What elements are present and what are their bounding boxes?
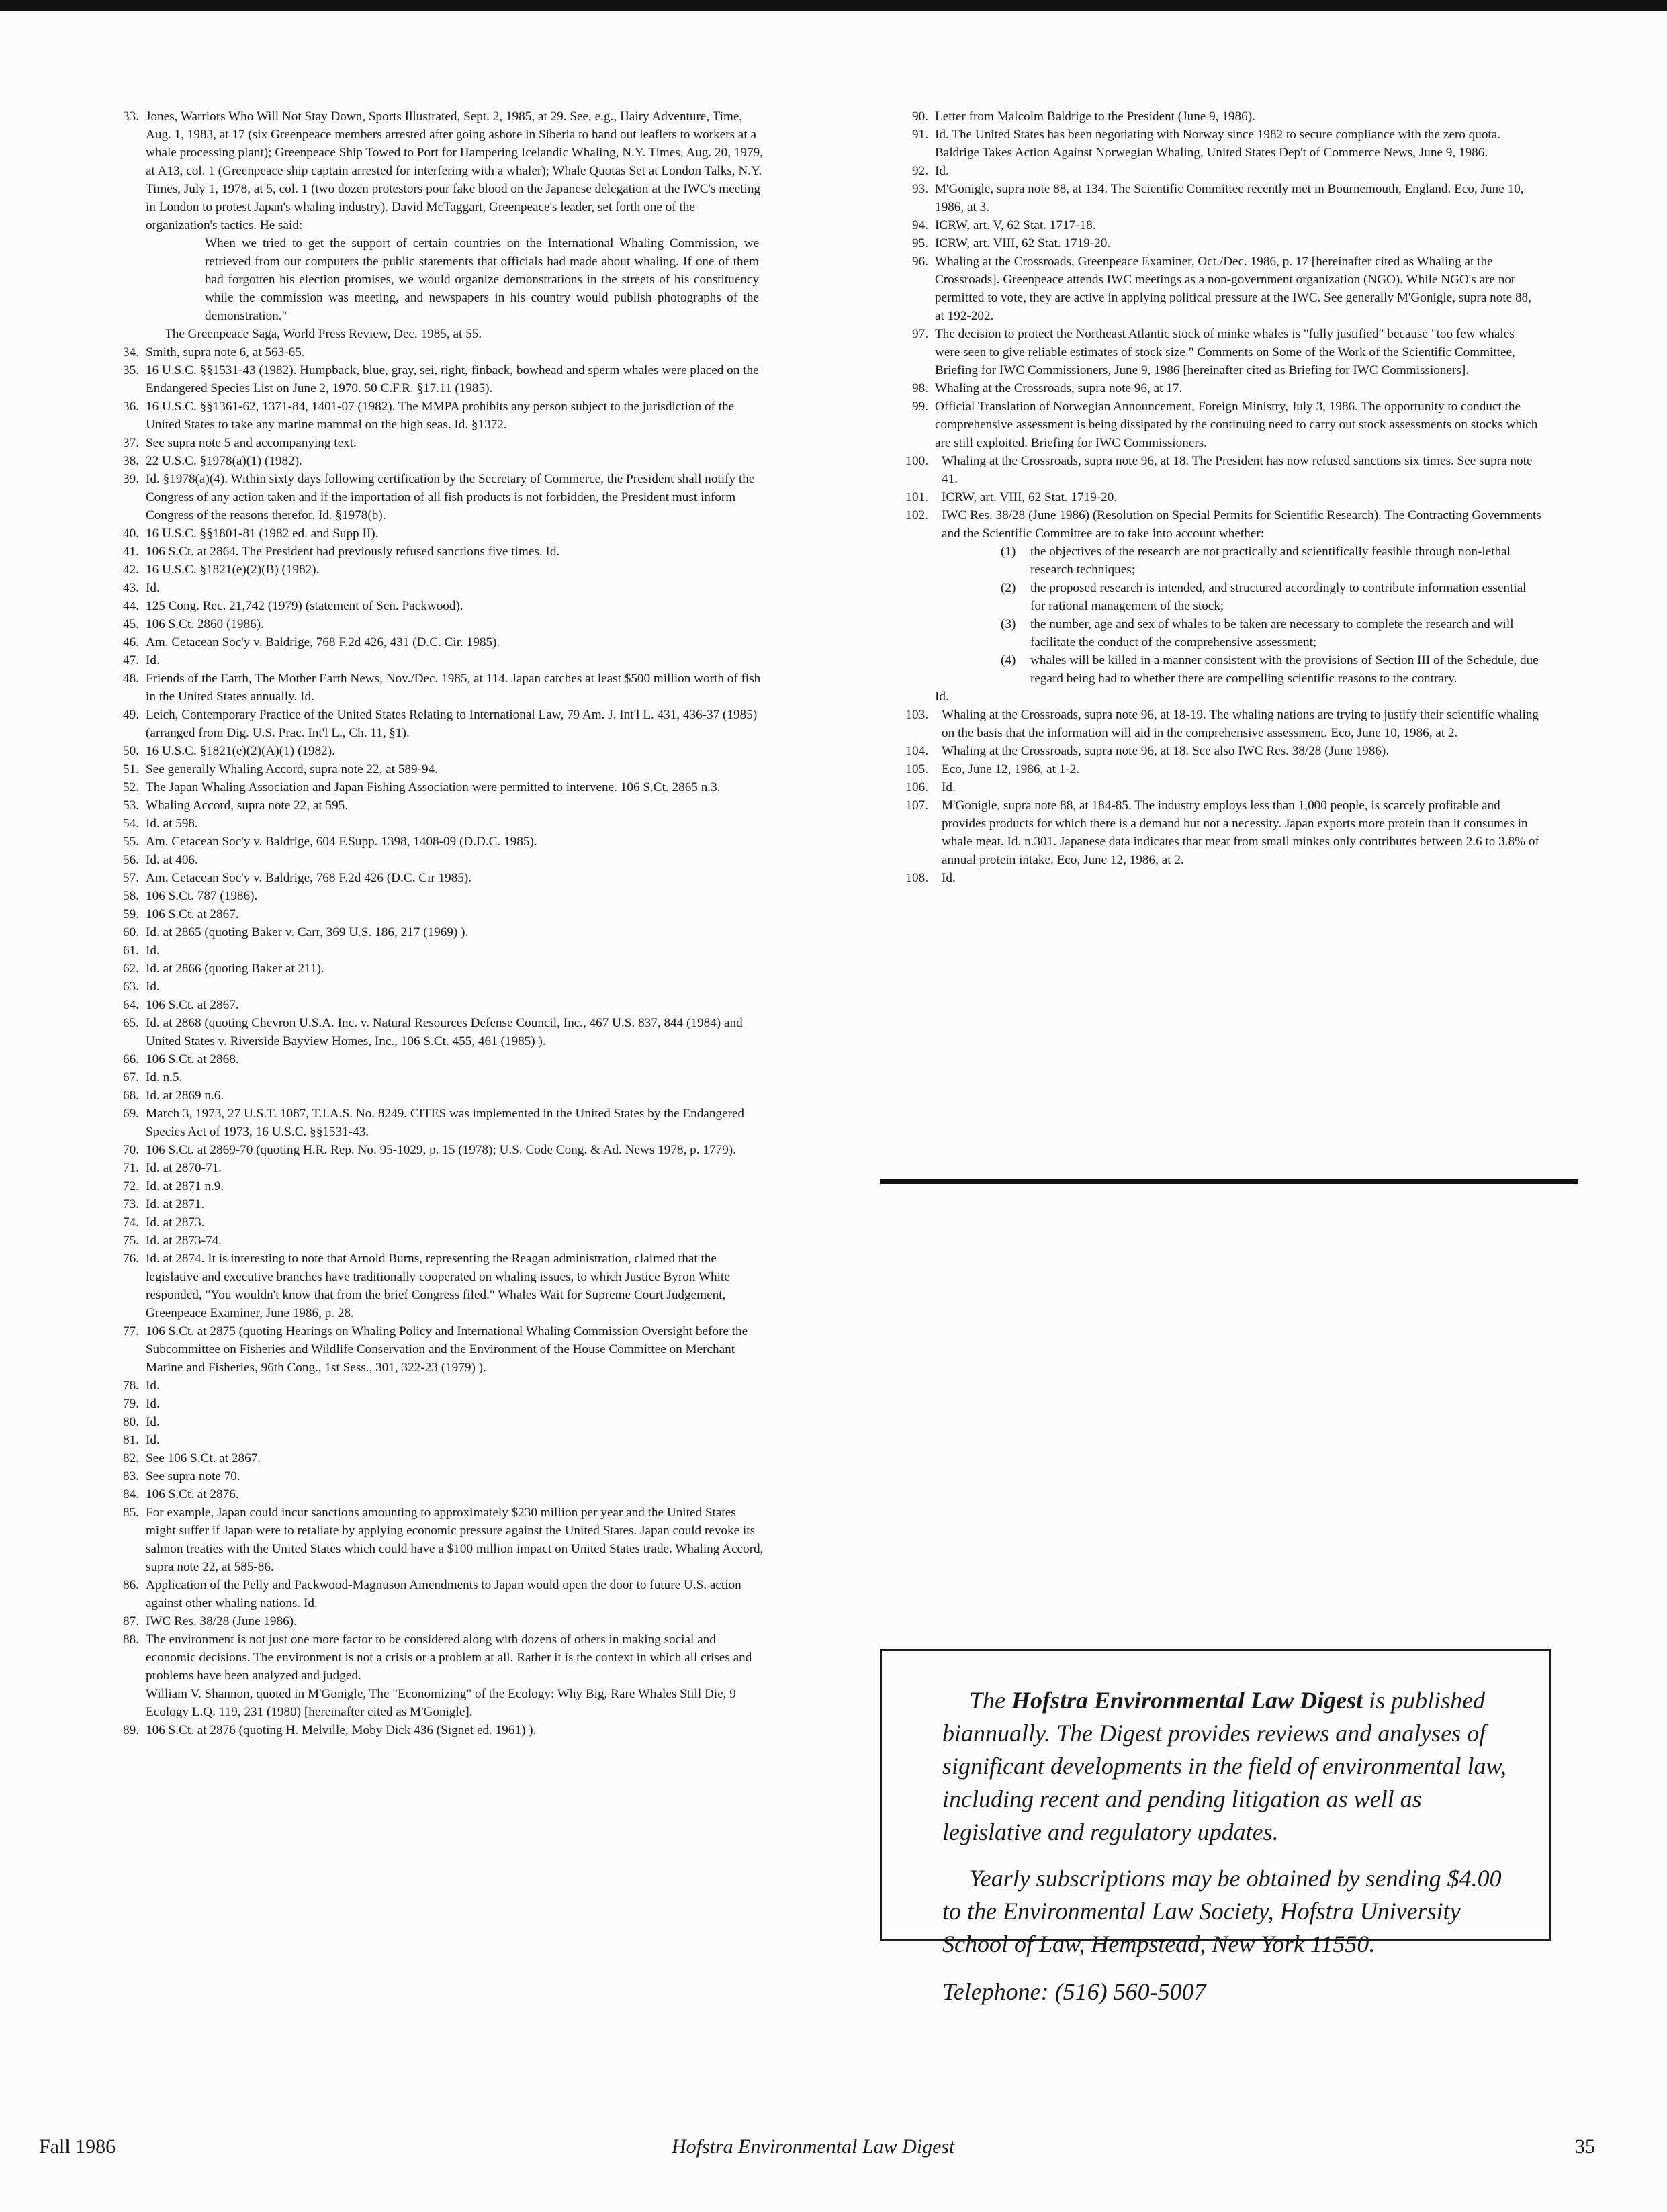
footnote-text: For example, Japan could incur sanctions amounting to approximately $230 million per year and the United States might suffer if Japan were to retaliate by applying economic pressure against the United States. Japan could revoke its salmon treaties with the United States which could have a $100 million impact on United States trade. Whaling Accord, supra note 22, at 585-86.: [146, 1506, 764, 1574]
footnote-number: 75.: [123, 1234, 139, 1248]
footnote-text: Id. at 2873.: [146, 1215, 205, 1230]
footnote-text: Id. at 2871 n.9.: [146, 1179, 224, 1193]
footnote: [111, 796, 766, 815]
footnote: [111, 778, 766, 796]
footnote-number: 48.: [123, 672, 139, 686]
footnote-text: See supra note 70.: [146, 1469, 240, 1483]
footnote-text: Friends of the Earth, The Mother Earth News, Nov./Dec. 1985, at 114. Japan catches at least $500 million worth of fish in the United States annually. Id.: [146, 672, 761, 704]
footnote-number: 95.: [912, 236, 928, 250]
item-text: whales will be killed in a manner consistent with the provisions of Section III of the Schedule, due regard being had to whether there are compelling scientific reasons to the contrary.: [1030, 653, 1539, 686]
footnote-text: 106 S.Ct. at 2864. The President had previously refused sanctions five times. Id.: [146, 545, 560, 559]
footnote-number: 33.: [123, 109, 139, 124]
footnote: [900, 379, 1541, 398]
footnote-text: Id.: [935, 164, 949, 178]
footnote: [900, 162, 1541, 180]
footnote-number: 80.: [123, 1415, 139, 1429]
footnote: [111, 361, 766, 398]
footnote-text: The decision to protect the Northeast Atlantic stock of minke whales is "fully justified" because "too few whales were seen to give reliable estimates of stock size." Comments on Some of the Work of the Scientific Committee, Briefing for IWC Commissioners, June 9, 1986 [hereinafter cited as Briefing for IWC Commissioners].: [935, 327, 1515, 377]
footnote-number: 72.: [123, 1179, 139, 1193]
footnote-text: See generally Whaling Accord, supra note 22, at 589-94.: [146, 762, 438, 776]
box-publication-name: Hofstra Environmental Law Digest: [1011, 1687, 1363, 1714]
footnote: [111, 651, 766, 670]
footnote: [900, 216, 1541, 234]
footnote-number: 106.: [905, 780, 928, 794]
footnote-number: 66.: [123, 1052, 139, 1066]
footnote-number: 74.: [123, 1215, 139, 1230]
footnote-text: Id. The United States has been negotiating with Norway since 1982 to secure compliance with the zero quota. Baldrige Takes Action Against Norwegian Whaling, United States Dep't of Commerce News, June 9, 1986.: [935, 128, 1501, 160]
footnote: [900, 107, 1541, 126]
footnote: [111, 579, 766, 597]
note-89: [111, 1721, 766, 1739]
item-text: the objectives of the research are not practically and scientifically feasible through non-lethal research techniques;: [1030, 545, 1511, 577]
footnote-text: Id.: [146, 943, 160, 958]
footnote-number: 61.: [123, 943, 139, 958]
footnote: [111, 1395, 766, 1413]
footnote: [900, 706, 1541, 742]
footnote: [111, 1576, 766, 1612]
footnote: [111, 1504, 766, 1576]
footnote-text: Id. at 598.: [146, 817, 198, 831]
footnote-text: IWC Res. 38/28 (June 1986).: [146, 1614, 297, 1628]
footnote: [111, 343, 766, 361]
footnote: [900, 126, 1541, 162]
footnote-text: Am. Cetacean Soc'y v. Baldrige, 768 F.2d 426 (D.C. Cir 1985).: [146, 871, 472, 885]
footnote-number: 39.: [123, 472, 139, 486]
notes-33-88: [111, 107, 766, 1685]
footnote: [111, 1413, 766, 1431]
footnote-text: M'Gonigle, supra note 88, at 134. The Scientific Committee recently met in Bournemouth, England. Eco, June 10, 1986, at 3.: [935, 182, 1524, 214]
footnote-number: 46.: [123, 635, 139, 649]
footnote-text: See supra note 5 and accompanying text.: [146, 436, 357, 450]
footer-page-number: 35: [1575, 2135, 1595, 2158]
footnote: [900, 488, 1541, 506]
footnote-text: Whaling at the Crossroads, Greenpeace Examiner, Oct./Dec. 1986, p. 17 [hereinafter cited as Whaling at the Crossroads]. Greenpeace attends IWC meetings as a non-government organization (NGO). While NGO's are not permitted to vote, they are active in applying political pressure at the IWC. See generally M'Gonigle, supra note 88, at 192-202.: [935, 255, 1531, 323]
footnote-text: Am. Cetacean Soc'y v. Baldrige, 604 F.Supp. 1398, 1408-09 (D.D.C. 1985).: [146, 835, 537, 849]
footnote-number: 38.: [123, 454, 139, 468]
footnote: [111, 1485, 766, 1504]
footnote-text: The Japan Whaling Association and Japan Fishing Association were permitted to intervene. 106 S.Ct. 2865 n.3.: [146, 780, 721, 794]
footnote: [111, 1195, 766, 1213]
footnote: [900, 325, 1541, 379]
footnote: [111, 1014, 766, 1050]
footnote: [111, 851, 766, 869]
footnote-number: 101.: [905, 490, 928, 504]
footnote-number: 64.: [123, 998, 139, 1012]
footnote-text: IWC Res. 38/28 (June 1986) (Resolution on Special Permits for Scientific Research). The Contracting Governments and the Scientific Committee are to take into account whether:: [942, 508, 1541, 541]
footnote-text: Whaling at the Crossroads, supra note 96, at 18-19. The whaling nations are trying to justify their scientific whaling on the basis that the information will aid in the comprehensive assessment. Eco, June 10, 1986, at 2.: [942, 708, 1539, 740]
footnote-text: 16 U.S.C. §§1361-62, 1371-84, 1401-07 (1982). The MMPA prohibits any person subject to the jurisdiction of the United States to take any marine mammal on the high seas. Id. §1372.: [146, 400, 735, 432]
footnote: [111, 1250, 766, 1322]
item-number: (2): [1001, 581, 1016, 595]
footnote-number: 57.: [123, 871, 139, 885]
note-102-item: [1001, 579, 1541, 615]
footnote-text: Whaling at the Crossroads, supra note 96, at 18. The President has now refused sanctions six times. See supra note 41.: [942, 454, 1533, 486]
footnote: [111, 434, 766, 452]
footnote: [111, 1721, 766, 1739]
item-number: (4): [1001, 653, 1016, 667]
footnote: [111, 978, 766, 996]
footnote: [900, 398, 1541, 452]
footnote-text: Id.: [146, 1397, 160, 1411]
footnote-number: 50.: [123, 744, 139, 758]
footnote: [111, 524, 766, 543]
note-102-item: [1001, 615, 1541, 651]
footnote-number: 92.: [912, 164, 928, 178]
footnote-text: 16 U.S.C. §1821(e)(2)(A)(1) (1982).: [146, 744, 335, 758]
footnote-number: 34.: [123, 345, 139, 359]
footnote: [111, 543, 766, 561]
footnote: [111, 887, 766, 905]
footnote: [111, 398, 766, 434]
notes-103-108: [900, 706, 1541, 887]
footnote: [111, 760, 766, 778]
item-text: the proposed research is intended, and structured accordingly to contribute information essential for rational management of the stock;: [1030, 581, 1527, 613]
footnote-number: 73.: [123, 1197, 139, 1211]
box-text-a: The: [969, 1687, 1011, 1714]
footnote-number: 96.: [912, 255, 928, 269]
footnote-text: Id.: [146, 581, 160, 595]
footnote: [111, 615, 766, 633]
footnote: [111, 1050, 766, 1068]
footnote-text: 16 U.S.C. §1821(e)(2)(B) (1982).: [146, 563, 320, 577]
footnote: [900, 742, 1541, 760]
footnote-number: 97.: [912, 327, 928, 341]
footnote: [111, 1377, 766, 1395]
footnote-number: 77.: [123, 1324, 139, 1338]
footnote-number: 45.: [123, 617, 139, 631]
footnote-text: 22 U.S.C. §1978(a)(1) (1982).: [146, 454, 302, 468]
footnote: [111, 1612, 766, 1630]
footnote: [111, 1159, 766, 1177]
footnote-number: 43.: [123, 581, 139, 595]
footnote-number: 69.: [123, 1107, 139, 1121]
footnote-number: 84.: [123, 1487, 139, 1502]
footnote-text: Id. at 2870-71.: [146, 1161, 222, 1175]
footnote-number: 82.: [123, 1451, 139, 1465]
footnote: [111, 1630, 766, 1685]
footnote-text: Id. at 2865 (quoting Baker v. Carr, 369 U.S. 186, 217 (1969) ).: [146, 925, 469, 939]
left-column: [111, 107, 766, 1739]
footnote-number: 62.: [123, 962, 139, 976]
footer-issue: Fall 1986: [39, 2135, 116, 2158]
footnote-number: 79.: [123, 1397, 139, 1411]
section-rule: [880, 1179, 1578, 1184]
footnote-text: Id.: [942, 871, 956, 885]
footnote: [111, 1087, 766, 1105]
footnote: [900, 452, 1541, 488]
footnote-number: 98.: [912, 381, 928, 396]
note-33-quote: When we tried to get the support of certain countries on the International Whaling Commission, we retrieved from our computers the public statements that officials had made about whaling. If one of them had forgotten his election promises, we would organize demonstrations in the streets of his constituency while the commission was meeting, and newspapers in his country would publish photographs of the demonstration.": [205, 236, 759, 323]
footnote-text: Id.: [146, 980, 160, 994]
footnote-text: 16 U.S.C. §§1531-43 (1982). Humpback, blue, gray, sei, right, finback, bowhead and sperm whales were placed on the Endangered Species List on June 2, 1970. 50 C.F.R. §17.11 (1985).: [146, 363, 759, 396]
footnote-text: Id. at 2868 (quoting Chevron U.S.A. Inc. v. Natural Resources Defense Council, Inc., 467 U.S. 837, 844 (1984) and United States v. Riverside Bayview Homes, Inc., 106 S.Ct. 455, 461 (1985) ).: [146, 1016, 743, 1048]
footnote: [111, 670, 766, 706]
note-88-continuation: William V. Shannon, quoted in M'Gonigle, The "Economizing" of the Ecology: Why Big, Rare Whales Still Die, 9 Ecology L.Q. 119, 231 (1980) [hereinafter cited as M'Gonigle].: [146, 1687, 736, 1719]
footnote-number: 71.: [123, 1161, 139, 1175]
footnote: [111, 1141, 766, 1159]
footnote: [111, 742, 766, 760]
footnote-number: 37.: [123, 436, 139, 450]
footnote-number: 78.: [123, 1379, 139, 1393]
footnote-number: 93.: [912, 182, 928, 196]
footnote-text: Id. at 2869 n.6.: [146, 1089, 224, 1103]
footnote-text: 125 Cong. Rec. 21,742 (1979) (statement of Sen. Packwood).: [146, 599, 463, 613]
top-border: [0, 0, 1667, 11]
footnote-number: 68.: [123, 1089, 139, 1103]
footnote-text: ICRW, art. VIII, 62 Stat. 1719-20.: [942, 490, 1118, 504]
footnote: [900, 796, 1541, 869]
footnote: [900, 234, 1541, 252]
footnote: [111, 833, 766, 851]
footnote-number: 87.: [123, 1614, 139, 1628]
footnote-number: 65.: [123, 1016, 139, 1030]
footnote-number: 54.: [123, 817, 139, 831]
footnote-number: 105.: [905, 762, 928, 776]
footnote-text: 106 S.Ct. at 2876 (quoting H. Melville, Moby Dick 436 (Signet ed. 1961) ).: [146, 1723, 537, 1737]
footnote-text: Id. §1978(a)(4). Within sixty days following certification by the Secretary of Commerce, the President shall notify the Congress of any action taken and if the importation of all fish products is not forbidden, the President must inform Congress of the reasons therefor. Id. §1978(b).: [146, 472, 755, 522]
footnote-text: ICRW, art. VIII, 62 Stat. 1719-20.: [935, 236, 1111, 250]
footnote-text: Id. at 2873-74.: [146, 1234, 222, 1248]
footnote: [111, 960, 766, 978]
footnote-text: Letter from Malcolm Baldrige to the President (June 9, 1986).: [935, 109, 1255, 124]
note-102-id: Id.: [935, 690, 949, 704]
footnote: [111, 706, 766, 742]
footnote-text: The environment is not just one more factor to be considered along with dozens of others in making social and economic decisions. The environment is not a crisis or a problem at all. Rather it is the context in which all crises and problems have been analyzed and judged.: [146, 1632, 752, 1683]
footnote-number: 60.: [123, 925, 139, 939]
footnote: [900, 506, 1541, 543]
box-paragraph-1: [942, 1684, 1509, 1849]
footnote-text: Am. Cetacean Soc'y v. Baldrige, 768 F.2d 426, 431 (D.C. Cir. 1985).: [146, 635, 500, 649]
footnote-text: Id.: [146, 653, 160, 667]
footnote-text: 106 S.Ct. at 2867.: [146, 907, 239, 921]
footnote-number: 102.: [905, 508, 928, 522]
footnote: [111, 452, 766, 470]
footnote-number: 59.: [123, 907, 139, 921]
footnote-text: Id. at 2871.: [146, 1197, 205, 1211]
footnote-text: Official Translation of Norwegian Announcement, Foreign Ministry, July 3, 1986. The opportunity to conduct the comprehensive assessment is being dissipated by the continuing need to carry out stock assessments on stocks which are still exploited. Briefing for IWC Commissioners.: [935, 400, 1538, 450]
footnote: [111, 996, 766, 1014]
footnote-text: ICRW, art. V, 62 Stat. 1717-18.: [935, 218, 1096, 232]
footnote-text: March 3, 1973, 27 U.S.T. 1087, T.I.A.S. No. 8249. CITES was implemented in the United States by the Endangered Species Act of 1973, 16 U.S.C. §§1531-43.: [146, 1107, 745, 1139]
footnote-text: Whaling Accord, supra note 22, at 595.: [146, 798, 349, 813]
footnote-text: Id. at 406.: [146, 853, 198, 867]
footnote-text: Id. n.5.: [146, 1070, 183, 1085]
footnote: [111, 1177, 766, 1195]
footnote-text: 106 S.Ct. at 2876.: [146, 1487, 239, 1502]
footnote-number: 104.: [905, 744, 928, 758]
footnote: [111, 107, 766, 234]
footnote-number: 103.: [905, 708, 928, 722]
footnote-number: 40.: [123, 526, 139, 541]
footnote: [111, 1068, 766, 1087]
footnote-number: 83.: [123, 1469, 139, 1483]
footnote: [111, 1105, 766, 1141]
box-paragraph-2: Yearly subscriptions may be obtained by sending $4.00 to the Environmental Law Society, Hofstra University School of Law, Hempstead, New York 11550.: [942, 1865, 1502, 1957]
footnote-text: Eco, June 12, 1986, at 1-2.: [942, 762, 1080, 776]
note-102-item: [1001, 543, 1541, 579]
footnote-text: Leich, Contemporary Practice of the United States Relating to International Law, 79 Am. J. Int'l L. 431, 436-37 (1985) (arranged from Dig. U.S. Prac. Int'l L., Ch. 11, §1).: [146, 708, 758, 740]
footnote-number: 35.: [123, 363, 139, 377]
footnote: [111, 561, 766, 579]
footnote-text: See 106 S.Ct. at 2867.: [146, 1451, 261, 1465]
footnote-text: Id.: [942, 780, 956, 794]
footnote-number: 70.: [123, 1143, 139, 1157]
footnote: [900, 869, 1541, 887]
footnote-number: 89.: [123, 1723, 139, 1737]
footnote: [111, 1431, 766, 1449]
footnote-number: 86.: [123, 1578, 139, 1592]
footnote-number: 90.: [912, 109, 928, 124]
footnote-number: 91.: [912, 128, 928, 142]
subscription-box: [880, 1649, 1551, 2005]
right-column: [900, 107, 1541, 887]
note-102-list: [900, 543, 1541, 688]
footnote-number: 42.: [123, 563, 139, 577]
footnote-number: 49.: [123, 708, 139, 722]
footnote-number: 47.: [123, 653, 139, 667]
footnote-text: Jones, Warriors Who Will Not Stay Down, Sports Illustrated, Sept. 2, 1985, at 29. See, e.g., Hairy Adventure, Time, Aug. 1, 1983, at 17 (six Greenpeace members arrested after going ashore in Siberia to hand out leaflets to workers at a whale processing plant); Greenpeace Ship Towed to Port for Hampering Icelandic Whaling, N.Y. Times, Aug. 20, 1979, at A13, col. 1 (Greenpeace ship captain arrested for interfering with a whaler); Whale Quotas Set at London Talks, N.Y. Times, July 1, 1978, at 5, col. 1 (two dozen protestors pour fake blood on the Japanese delegation at the IWC's meeting in London to protest Japan's whaling industry). David McTaggart, Greenpeace's leader, set forth one of the organization's tactics. He said:: [146, 109, 763, 232]
footnote-text: Id.: [146, 1415, 160, 1429]
footnote-number: 108.: [905, 871, 928, 885]
footnote-text: 106 S.Ct. at 2869-70 (quoting H.R. Rep. No. 95-1029, p. 15 (1978); U.S. Code Cong. & Ad. News 1978, p. 1779).: [146, 1143, 736, 1157]
footnote-number: 107.: [905, 798, 928, 813]
footnote-number: 100.: [905, 454, 928, 468]
note-33-citation: The Greenpeace Saga, World Press Review, Dec. 1985, at 55.: [165, 327, 482, 341]
footnote: [111, 1232, 766, 1250]
item-number: (3): [1001, 617, 1016, 631]
footnote-text: Id. at 2866 (quoting Baker at 211).: [146, 962, 324, 976]
item-text: the number, age and sex of whales to be taken are necessary to complete the research and will facilitate the conduct of the comprehensive assessment;: [1030, 617, 1514, 649]
footnote-text: 106 S.Ct. 787 (1986).: [146, 889, 258, 903]
footnote-number: 85.: [123, 1506, 139, 1520]
footnote: [111, 470, 766, 524]
footnote: [111, 923, 766, 941]
footnote: [900, 760, 1541, 778]
footnote-number: 41.: [123, 545, 139, 559]
footnote-text: Whaling at the Crossroads, supra note 96, at 18. See also IWC Res. 38/28 (June 1986).: [942, 744, 1390, 758]
box-telephone: Telephone: (516) 560-5007: [942, 1978, 1206, 2005]
footnote-number: 88.: [123, 1632, 139, 1647]
footnote: [111, 597, 766, 615]
footer-journal: Hofstra Environmental Law Digest: [672, 2135, 955, 2158]
footnote: [111, 1322, 766, 1377]
note-102-item: [1001, 651, 1541, 688]
footnote-text: 106 S.Ct. at 2868.: [146, 1052, 239, 1066]
footnote-number: 81.: [123, 1433, 139, 1447]
box-text-b: is published biannually. The Digest provides reviews and analyses of significant developments in the field of environmental law, including recent and pending litigation as well as legislative and regulatory updates.: [942, 1687, 1506, 1845]
footnote: [900, 180, 1541, 216]
footnote-text: Whaling at the Crossroads, supra note 96, at 17.: [935, 381, 1183, 396]
footnote: [111, 633, 766, 651]
notes-90-102: [900, 107, 1541, 543]
footnote-number: 63.: [123, 980, 139, 994]
footnote-text: 106 S.Ct. at 2875 (quoting Hearings on Whaling Policy and International Whaling Commission Oversight before the Subcommittee on Fisheries and Wildlife Conservation and the Environment of the House Committee on Merchant Marine and Fisheries, 96th Cong., 1st Sess., 301, 322-23 (1979) ).: [146, 1324, 748, 1375]
footnote: [111, 815, 766, 833]
footnote: [900, 778, 1541, 796]
footnote-text: Id.: [146, 1433, 160, 1447]
footnote: [111, 1213, 766, 1232]
footnote: [111, 1449, 766, 1467]
footnote-number: 99.: [912, 400, 928, 414]
footnote: [111, 869, 766, 887]
footnote-text: 106 S.Ct. at 2867.: [146, 998, 239, 1012]
footnote-number: 36.: [123, 400, 139, 414]
footnote-number: 55.: [123, 835, 139, 849]
footnote: [111, 941, 766, 960]
footnote: [900, 252, 1541, 325]
footnote-text: Id. at 2874. It is interesting to note that Arnold Burns, representing the Reagan administration, claimed that the legislative and executive branches have traditionally cooperated on whaling issues, to which Justice Byron White responded, "You wouldn't know that from the brief Congress filed." Whales Wait for Supreme Court Judgement, Greenpeace Examiner, June 1986, p. 28.: [146, 1252, 730, 1320]
footnote-text: M'Gonigle, supra note 88, at 184-85. The industry employs less than 1,000 people, is scarcely profitable and provides products for which there is a demand but not a necessity. Japan exports more protein than it consumes in whale meat. Id. n.301. Japanese data indicates that meat from small minkes only contributes between 2.6 to 3.8% of annual protein intake. Eco, June 12, 1986, at 2.: [942, 798, 1539, 867]
footnote-number: 76.: [123, 1252, 139, 1266]
footnote-number: 67.: [123, 1070, 139, 1085]
footnote-number: 53.: [123, 798, 139, 813]
footnote-number: 51.: [123, 762, 139, 776]
footnote-number: 94.: [912, 218, 928, 232]
item-number: (1): [1001, 545, 1016, 559]
footnote-number: 52.: [123, 780, 139, 794]
footnote-number: 44.: [123, 599, 139, 613]
footnote-text: Application of the Pelly and Packwood-Magnuson Amendments to Japan would open the door to future U.S. action against other whaling nations. Id.: [146, 1578, 741, 1610]
footnote-text: 16 U.S.C. §§1801-81 (1982 ed. and Supp II).: [146, 526, 379, 541]
footnote-text: Smith, supra note 6, at 563-65.: [146, 345, 305, 359]
footnote-text: 106 S.Ct. 2860 (1986).: [146, 617, 264, 631]
footnote-number: 56.: [123, 853, 139, 867]
footnote-number: 58.: [123, 889, 139, 903]
footnote-text: Id.: [146, 1379, 160, 1393]
footnote: [111, 905, 766, 923]
footnote: [111, 1467, 766, 1485]
